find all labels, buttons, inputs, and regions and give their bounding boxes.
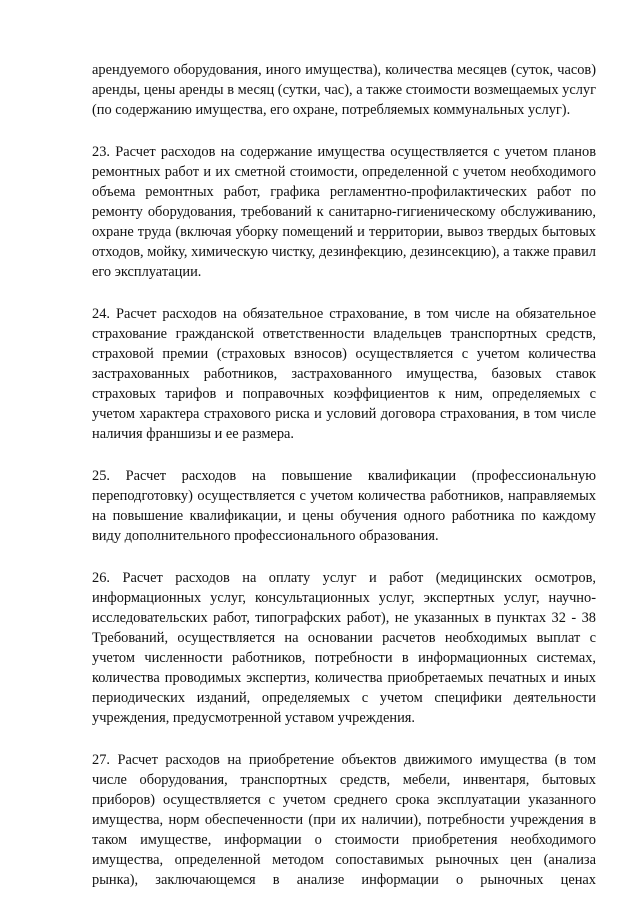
paragraph-24: 24. Расчет расходов на обязательное страхование, в том числе на обязательное страхование гражданской ответственности владельцев транспортных средств, страховой премии (страховых взносов) осуществляется с учетом количества застрахованных работников, застрахованного имущества, базовых ставок страховых тарифов и поправочных коэффициентов к ним, определяемых с учетом характера страхового риска и условий договора страхования, в том числе наличия франшизы и ее размера. <box>92 306 596 442</box>
paragraph-27: 27. Расчет расходов на приобретение объектов движимого имущества (в том числе оборудования, транспортных средств, мебели, инвентаря, бытовых приборов) осуществляется с учетом среднего срока эксплуатации указанного имущества, норм обеспеченности (при их наличии), потребности учреждения в таком имуществе, информации о стоимости приобретения необходимого имущества, определенной методом сопоставимых рыночных цен (анализа рынка), заключающемся в анализе информации о рыночных ценах <box>92 752 596 888</box>
paragraph-26: 26. Расчет расходов на оплату услуг и работ (медицинских осмотров, информационных услуг, консультационных услуг, экспертных услуг, научно-исследовательских работ, типографских работ), не указанных в пунктах 32 - 38 Требований, осуществляется на основании расчетов необходимых выплат с учетом численности работников, потребности в информационных системах, количества проводимых экспертиз, количества приобретаемых печатных и иных периодических изданий, определяемых с учетом специфики деятельности учреждения, предусмотренной уставом учреждения. <box>92 570 596 726</box>
document-page <box>92 60 596 890</box>
paragraph-23: 23. Расчет расходов на содержание имущества осуществляется с учетом планов ремонтных работ и их сметной стоимости, определенной с учетом необходимого объема ремонтных работ, графика регламентно-профилактических работ по ремонту оборудования, требований к санитарно-гигиеническому обслуживанию, охране труда (включая уборку помещений и территории, вывоз твердых бытовых отходов, мойку, химическую чистку, дезинфекцию, дезинсекцию), а также правил его эксплуатации. <box>92 144 596 280</box>
paragraph-continuation: арендуемого оборудования, иного имущества), количества месяцев (суток, часов) аренды, цены аренды в месяц (сутки, час), а также стоимости возмещаемых услуг (по содержанию имущества, его охране, потребляемых коммунальных услуг). <box>92 62 596 118</box>
paragraph-25: 25. Расчет расходов на повышение квалификации (профессиональную переподготовку) осуществляется с учетом количества работников, направляемых на повышение квалификации, и цены обучения одного работника по каждому виду дополнительного профессионального образования. <box>92 468 596 544</box>
